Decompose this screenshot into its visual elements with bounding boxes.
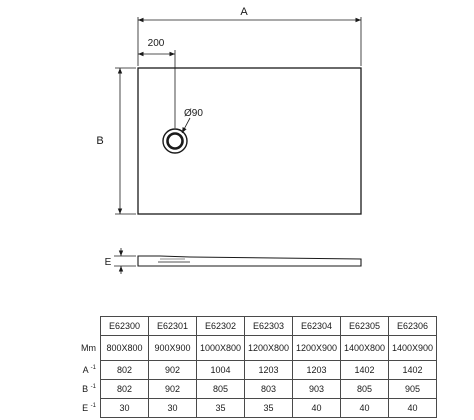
dimension-offset [138, 38, 175, 128]
value-cell: 902 [149, 380, 197, 399]
code-cell: E62300 [101, 317, 149, 336]
row-label-a: A $^{-1}$ [82, 365, 96, 375]
table-row-e [58, 399, 437, 418]
side-profile [105, 248, 361, 274]
size-cell: 900X900 [149, 336, 197, 361]
table-row-codes [58, 317, 437, 336]
value-cell: 40 [293, 399, 341, 418]
size-cell: 800X800 [101, 336, 149, 361]
value-cell: 30 [101, 399, 149, 418]
table-row-a [58, 361, 437, 380]
value-cell: 805 [341, 380, 389, 399]
value-cell: 1203 [245, 361, 293, 380]
value-cell: 35 [197, 399, 245, 418]
drain [163, 108, 203, 153]
code-cell: E62306 [389, 317, 437, 336]
value-cell: 902 [149, 361, 197, 380]
value-cell: 802 [101, 380, 149, 399]
dimension-offset-label: 200 [147, 38, 165, 49]
drain-label: Ø90 [184, 108, 203, 119]
dimension-a-label: A [240, 6, 248, 18]
table-row-b [58, 380, 437, 399]
code-cell: E62305 [341, 317, 389, 336]
value-cell: 40 [341, 399, 389, 418]
code-cell: E62301 [149, 317, 197, 336]
value-cell: 1402 [341, 361, 389, 380]
code-cell: E62302 [197, 317, 245, 336]
value-cell: 1004 [197, 361, 245, 380]
row-label-e: E $^{-1}$ [82, 403, 96, 413]
size-cell: 1400X800 [341, 336, 389, 361]
tray-outline [138, 68, 361, 214]
value-cell: 30 [149, 399, 197, 418]
value-cell: 35 [245, 399, 293, 418]
value-cell: 1402 [389, 361, 437, 380]
table-row-sizes [58, 336, 437, 361]
value-cell: 803 [245, 380, 293, 399]
dimension-b [96, 68, 136, 214]
value-cell: 805 [197, 380, 245, 399]
dimension-a [138, 6, 361, 66]
value-cell: 802 [101, 361, 149, 380]
value-cell: 903 [293, 380, 341, 399]
dimensions-table [58, 316, 437, 418]
code-cell: E62304 [293, 317, 341, 336]
size-cell: 1200X800 [245, 336, 293, 361]
dimension-e-label: E [104, 257, 112, 268]
value-cell: 40 [389, 399, 437, 418]
value-cell: 905 [389, 380, 437, 399]
dimension-b-label: B [96, 135, 104, 147]
row-label-b: B $^{-1}$ [82, 384, 96, 394]
unit-label: Mm [81, 343, 96, 353]
size-cell: 1200X900 [293, 336, 341, 361]
size-cell: 1400X900 [389, 336, 437, 361]
size-cell: 1000X800 [197, 336, 245, 361]
code-cell: E62303 [245, 317, 293, 336]
value-cell: 1203 [293, 361, 341, 380]
